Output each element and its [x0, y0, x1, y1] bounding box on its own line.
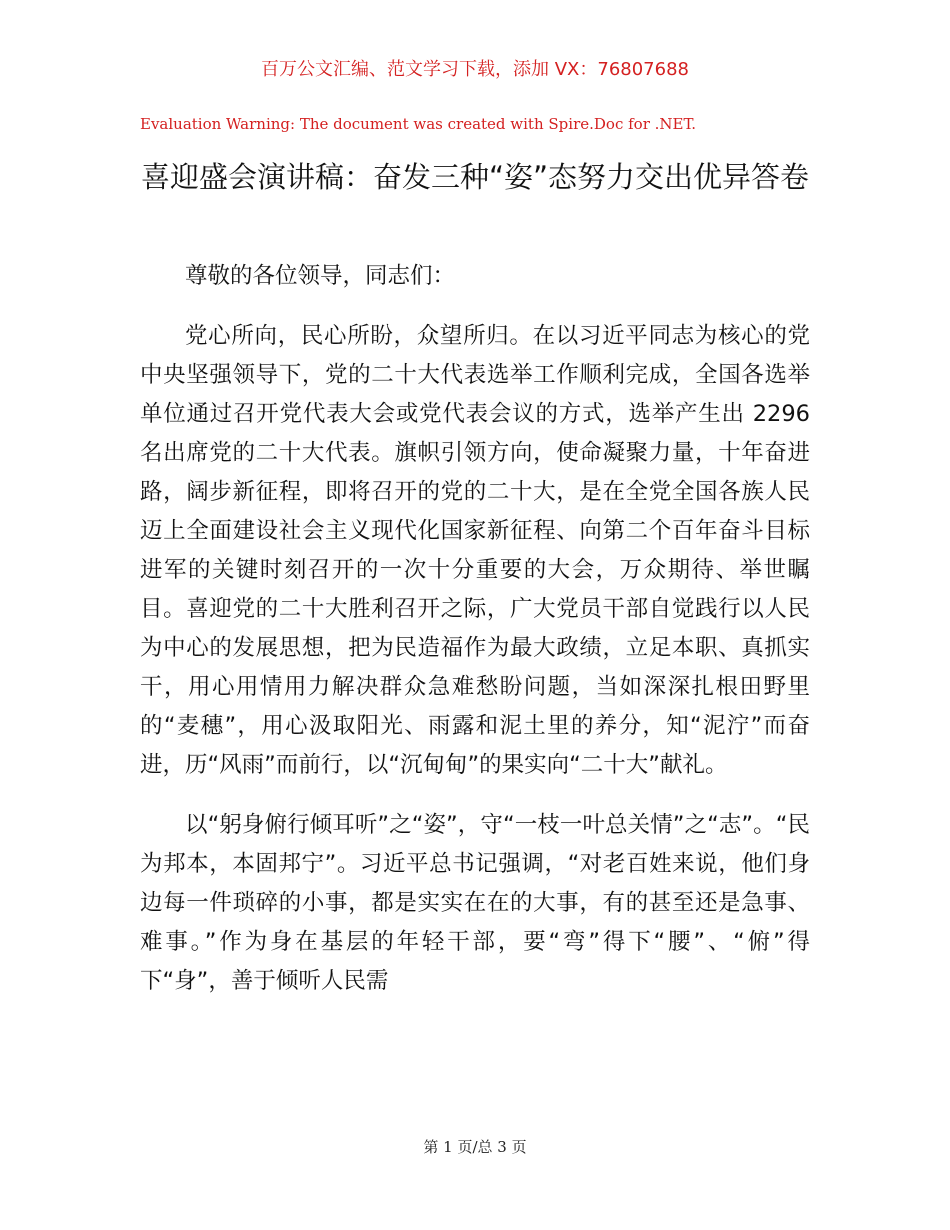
document-body: [140, 257, 810, 1001]
paragraph-1: 党心所向，民心所盼，众望所归。在以习近平同志为核心的党中央坚强领导下，党的二十大代表选举工作顺利完成，全国各选举单位通过召开党代表大会或党代表会议的方式，选举产生出 2296 名出席党的二十大代表。旗帜引领方向，使命凝聚力量，十年奋进路，阔步新征程，即将召开的党的二十大，是在全党全国各族人民迈上全面建设社会主义现代化国家新征程、向第二个百年奋斗目标进军的关键时刻召开的一次十分重要的大会，万众期待、举世瞩目。喜迎党的二十大胜利召开之际，广大党员干部自觉践行以人民为中心的发展思想，把为民造福作为最大政绩，立足本职、真抓实干，用心用情用力解决群众急难愁盼问题，当如深深扎根田野里的“麦穗”，用心汲取阳光、雨露和泥土里的养分，知“泥泞”而奋进，历“风雨”而前行，以“沉甸甸”的果实向“二十大”献礼。: [140, 323, 810, 778]
page-number: 第 1 页/总 3 页: [423, 1138, 527, 1156]
document-title: 喜迎盛会演讲稿：奋发三种“姿”态努力交出优异答卷: [140, 160, 810, 194]
paragraph-2: 以“躬身俯行倾耳听”之“姿”，守“一枝一叶总关情”之“志”。“民为邦本，本固邦宁”。习近平总书记强调，“对老百姓来说，他们身边每一件琐碎的小事，都是实实在在的大事，有的甚至还是急事、难事。”作为身在基层的年轻干部，要“弯”得下“腰”、“俯”得下“身”，善于倾听人民需: [140, 812, 810, 994]
evaluation-warning: Evaluation Warning: The document was created with Spire.Doc for .NET.: [140, 115, 697, 133]
header-banner: 百万公文汇编、范文学习下载，添加 VX：76807688: [261, 59, 689, 80]
salutation: 尊敬的各位领导，同志们：: [185, 263, 456, 289]
